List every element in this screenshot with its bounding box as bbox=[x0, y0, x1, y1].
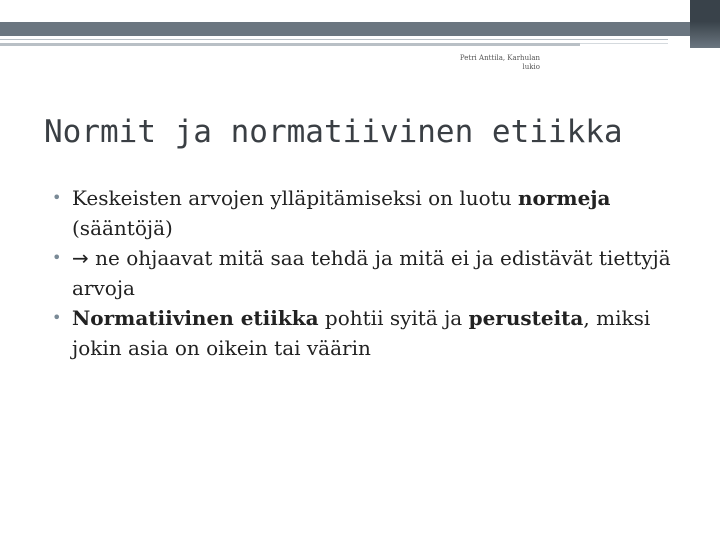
bullet-dot-icon: • bbox=[52, 308, 62, 327]
bullet-item-2 bbox=[52, 243, 702, 303]
bullet-1-bold: normeja bbox=[517, 186, 611, 210]
header-rule bbox=[0, 39, 668, 40]
author-note bbox=[390, 54, 540, 72]
author-line-1: Petri Anttila, Karhulan bbox=[459, 54, 540, 62]
bullet-3-text-mid: pohtii syitä ja bbox=[318, 306, 469, 330]
bullet-dot-icon: • bbox=[52, 188, 62, 207]
slide-title: Normit ja normatiivinen etiikka bbox=[44, 114, 623, 150]
bullet-dot-icon: • bbox=[52, 248, 62, 267]
bullet-3-bold-1: Normatiivinen etiikka bbox=[72, 306, 319, 330]
bullet-item-1 bbox=[52, 183, 702, 243]
arrow-right-icon: → bbox=[72, 246, 89, 270]
author-line-2: lukio bbox=[522, 63, 540, 71]
header-rule-thick bbox=[0, 43, 580, 46]
bullet-item-3 bbox=[52, 303, 702, 363]
bullet-3-text-after: , miksi jokin asia on oikein tai väärin bbox=[72, 306, 651, 360]
header-band bbox=[0, 22, 720, 36]
bullet-1-text-after: (sääntöjä) bbox=[72, 216, 173, 240]
bullet-1-text-before: Keskeisten arvojen ylläpitämiseksi on luotu bbox=[72, 186, 518, 210]
bullet-2-text: ne ohjaavat mitä saa tehdä ja mitä ei ja edistävät tiettyjä arvoja bbox=[72, 246, 671, 300]
bullet-list bbox=[52, 183, 702, 363]
header-rule-thin bbox=[580, 43, 668, 44]
bullet-3-bold-2: perusteita bbox=[468, 306, 584, 330]
header-corner-block bbox=[690, 0, 720, 48]
